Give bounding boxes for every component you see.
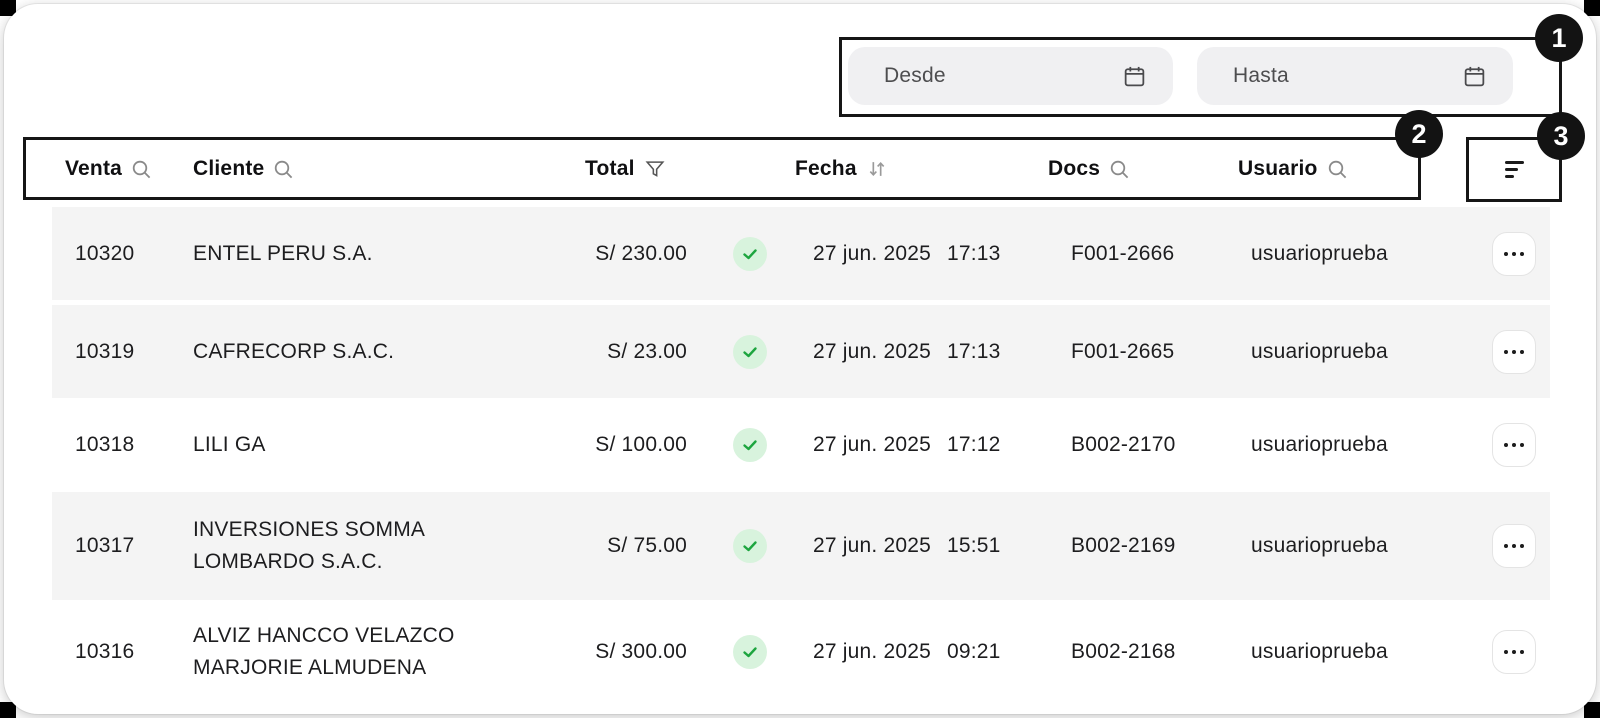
cell-usuario: usuarioprueba <box>1251 534 1388 557</box>
row-actions-button[interactable] <box>1492 630 1536 674</box>
check-icon <box>741 343 759 361</box>
cell-hora: 09:21 <box>947 640 1001 663</box>
cell-total: S/ 23.00 <box>607 339 687 363</box>
sort-arrows-icon[interactable] <box>866 158 888 180</box>
cell-venta: 10318 <box>75 433 135 456</box>
row-actions-button[interactable] <box>1492 423 1536 467</box>
annotation-badge-3: 3 <box>1537 112 1585 160</box>
check-icon <box>741 436 759 454</box>
calendar-icon[interactable] <box>1462 64 1487 89</box>
date-to-input[interactable] <box>1197 47 1513 105</box>
check-icon <box>741 245 759 263</box>
cell-hora: 15:51 <box>947 534 1001 557</box>
cell-usuario: usuarioprueba <box>1251 241 1388 265</box>
cell-cliente: ALVIZ HANCCO VELAZCO MARJORIE ALMUDENA <box>193 624 455 679</box>
cell-usuario: usuarioprueba <box>1251 339 1388 363</box>
table-row[interactable] <box>52 492 1550 600</box>
column-label: Docs <box>1048 157 1101 180</box>
table-sort-filter-button[interactable] <box>1470 141 1558 198</box>
date-to-placeholder: Hasta <box>1233 64 1289 87</box>
status-badge <box>733 335 767 369</box>
column-label: Fecha <box>795 157 857 180</box>
filter-funnel-icon[interactable] <box>644 158 666 180</box>
column-header-cliente[interactable] <box>193 139 294 199</box>
cell-hora: 17:13 <box>947 339 1001 363</box>
search-icon[interactable] <box>131 159 152 180</box>
cell-total: S/ 230.00 <box>595 241 687 265</box>
check-icon <box>741 537 759 555</box>
date-from-input[interactable] <box>848 47 1173 105</box>
cell-total: S/ 75.00 <box>607 534 687 557</box>
table-row[interactable] <box>52 207 1550 300</box>
cell-hora: 17:13 <box>947 241 1001 265</box>
row-actions-button[interactable] <box>1492 524 1536 568</box>
column-label: Total <box>585 157 635 180</box>
row-actions-button[interactable] <box>1492 232 1536 276</box>
row-actions-button[interactable] <box>1492 330 1536 374</box>
cell-total: S/ 300.00 <box>595 640 687 663</box>
cell-usuario: usuarioprueba <box>1251 640 1388 663</box>
cell-venta: 10316 <box>75 640 135 663</box>
annotation-badge-1: 1 <box>1535 14 1583 62</box>
column-label: Cliente <box>193 157 265 180</box>
cell-docs: B002-2168 <box>1071 640 1176 663</box>
column-label: Usuario <box>1238 157 1318 180</box>
cell-docs: B002-2170 <box>1071 433 1176 456</box>
cell-usuario: usuarioprueba <box>1251 433 1388 456</box>
cell-fecha: 27 jun. 2025 <box>813 339 932 363</box>
column-header-fecha[interactable] <box>795 139 888 199</box>
cell-docs: F001-2666 <box>1071 241 1175 265</box>
column-header-usuario[interactable] <box>1238 139 1348 199</box>
cell-fecha: 27 jun. 2025 <box>813 241 932 265</box>
column-header-total[interactable] <box>585 139 666 199</box>
cell-fecha: 27 jun. 2025 <box>813 640 932 663</box>
cell-cliente: LILI GA <box>193 433 266 456</box>
cell-fecha: 27 jun. 2025 <box>813 534 932 557</box>
cell-total: S/ 100.00 <box>595 433 687 456</box>
status-badge <box>733 428 767 462</box>
filter-list-icon <box>1505 161 1524 178</box>
table-row[interactable] <box>52 398 1550 492</box>
table-row[interactable] <box>52 305 1550 398</box>
cell-venta: 10320 <box>75 241 135 265</box>
calendar-icon[interactable] <box>1122 64 1147 89</box>
search-icon[interactable] <box>1327 159 1348 180</box>
search-icon[interactable] <box>273 159 294 180</box>
table-row[interactable] <box>52 600 1550 704</box>
status-badge <box>733 529 767 563</box>
cell-cliente: INVERSIONES SOMMA LOMBARDO S.A.C. <box>193 518 424 573</box>
cell-docs: F001-2665 <box>1071 339 1175 363</box>
cell-docs: B002-2169 <box>1071 534 1176 557</box>
status-badge <box>733 635 767 669</box>
cell-venta: 10317 <box>75 534 135 557</box>
column-header-venta[interactable] <box>65 139 152 199</box>
cell-venta: 10319 <box>75 339 135 363</box>
check-icon <box>741 643 759 661</box>
search-icon[interactable] <box>1109 159 1130 180</box>
column-label: Venta <box>65 157 123 180</box>
cell-cliente: CAFRECORP S.A.C. <box>193 339 395 363</box>
cell-cliente: ENTEL PERU S.A. <box>193 241 373 265</box>
column-header-docs[interactable] <box>1048 139 1130 199</box>
annotation-badge-2: 2 <box>1395 110 1443 158</box>
cell-fecha: 27 jun. 2025 <box>813 433 932 456</box>
cell-hora: 17:12 <box>947 433 1001 456</box>
date-from-placeholder: Desde <box>884 64 946 87</box>
table-header <box>0 139 1600 199</box>
status-badge <box>733 237 767 271</box>
